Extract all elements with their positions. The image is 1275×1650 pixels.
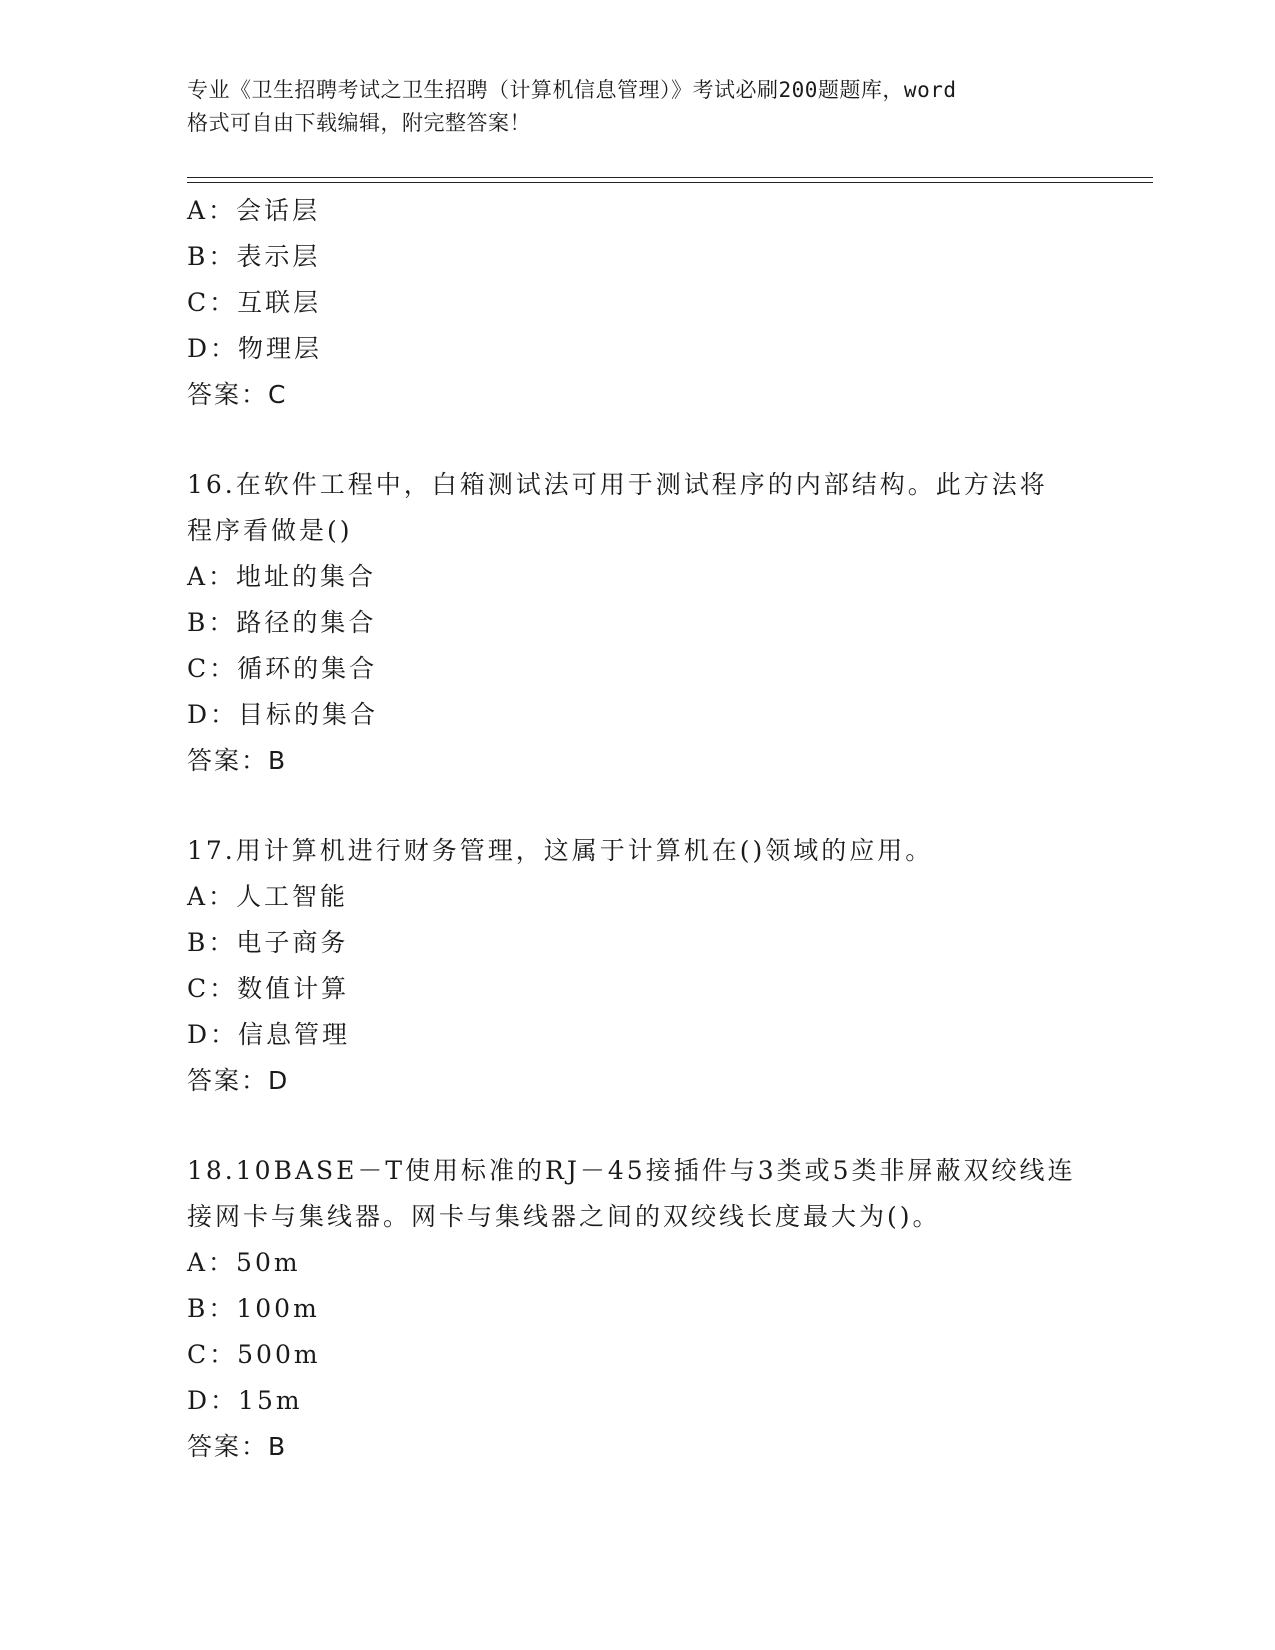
- option-c: C：数值计算: [187, 974, 350, 1003]
- question-stem: 17.用计算机进行财务管理，这属于计算机在()领域的应用。: [187, 836, 934, 865]
- option-a: A：人工智能: [187, 882, 349, 911]
- spacer: [187, 418, 1087, 462]
- option-d: D：物理层: [187, 334, 323, 363]
- document-header: [187, 74, 1087, 140]
- option-c: C：互联层: [187, 288, 322, 317]
- question-18: [187, 1148, 1087, 1470]
- option-c: C：循环的集合: [187, 654, 378, 683]
- header-rule-top: [187, 177, 1153, 178]
- option-b: B：路径的集合: [187, 608, 377, 637]
- question-stem-continued: 程序看做是(): [187, 516, 353, 545]
- option-a: A：地址的集合: [187, 562, 377, 591]
- answer: 答案：B: [187, 746, 288, 775]
- option-b: B：表示层: [187, 242, 321, 271]
- option-a: A：50m: [187, 1248, 301, 1277]
- option-c: C：500m: [187, 1340, 321, 1369]
- answer: 答案：C: [187, 380, 288, 409]
- spacer: [187, 784, 1087, 828]
- question-stem-continued: 接网卡与集线器。网卡与集线器之间的双绞线长度最大为()。: [187, 1202, 941, 1231]
- option-b: B：100m: [187, 1294, 320, 1323]
- question-stem: 16.在软件工程中，白箱测试法可用于测试程序的内部结构。此方法将: [187, 470, 1048, 499]
- option-a: A：会话层: [187, 196, 321, 225]
- answer: 答案：B: [187, 1432, 288, 1461]
- option-d: D：目标的集合: [187, 700, 379, 729]
- question-list: [187, 188, 1087, 1470]
- question-16: [187, 462, 1087, 784]
- question-17: [187, 828, 1087, 1104]
- option-b: B：电子商务: [187, 928, 349, 957]
- option-d: D：信息管理: [187, 1020, 351, 1049]
- header-line-2: 格式可自由下载编辑，附完整答案！: [187, 111, 531, 135]
- option-d: D：15m: [187, 1386, 303, 1415]
- header-rule-bottom: [187, 182, 1153, 183]
- header-line-1: 专业《卫生招聘考试之卫生招聘（计算机信息管理）》考试必刷200题题库，word: [187, 78, 957, 102]
- spacer: [187, 1104, 1087, 1148]
- answer: 答案：D: [187, 1066, 290, 1095]
- question-stem: 18.10BASE－T使用标准的RJ－45接插件与3类或5类非屏蔽双绞线连: [187, 1156, 1076, 1185]
- question-15: [187, 188, 1087, 418]
